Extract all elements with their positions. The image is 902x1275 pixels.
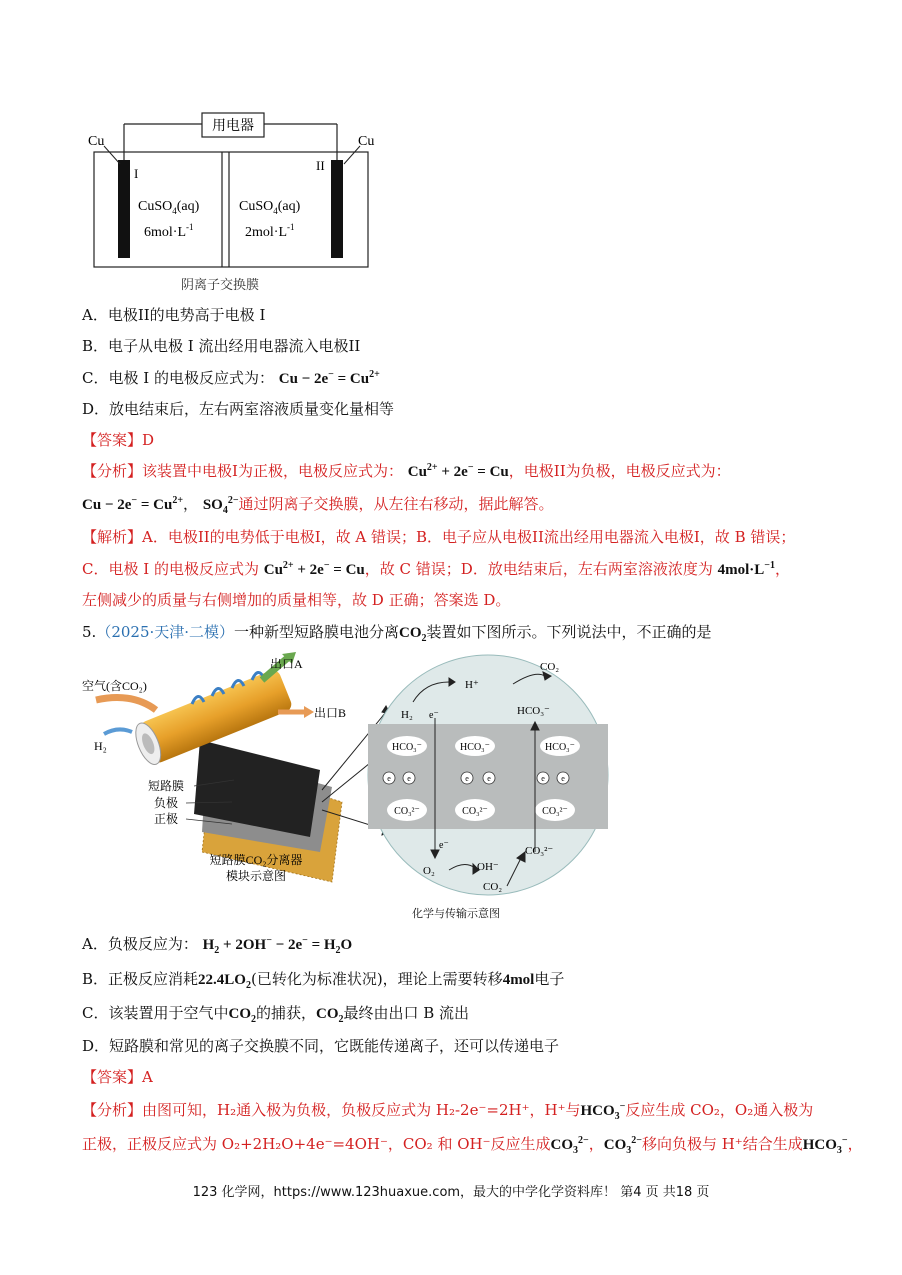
q5-option-c-mid: 的捕获， bbox=[255, 1004, 316, 1022]
left-cu-label: Cu bbox=[88, 134, 105, 149]
q5-option-b-mid: (已转化为标准状况)，理论上需要转移 bbox=[250, 970, 503, 988]
right-cu-label: Cu bbox=[358, 134, 375, 149]
q5-option-a-equation: $H_2 + 2OH^- - 2e^- = H_2O$ bbox=[202, 935, 353, 956]
q4-analysis-text1: 该装置中电极I为正极，电极反应式为： bbox=[142, 462, 403, 480]
q5-option-b-mol: 4mol bbox=[502, 972, 535, 988]
transport-diagram bbox=[365, 652, 625, 912]
q4-explain-conc: $4mol\cdot L^{-1}$ bbox=[717, 560, 775, 578]
q4-explain-text2a: C．电极 I 的电极反应式为 bbox=[82, 560, 259, 578]
q5-option-b-pre: B．正极反应消耗 bbox=[82, 970, 199, 988]
q5-stem-co2: $CO_2$ bbox=[399, 625, 427, 644]
svg-text:e: e bbox=[387, 774, 391, 783]
q5-option-c-co2b: $CO_2$ bbox=[316, 1006, 344, 1025]
hco3-label-3: HCO₃⁻ bbox=[545, 742, 575, 753]
roman-two: II bbox=[316, 158, 325, 173]
q4-option-d: D．放电结束后，左右两室溶液质量变化量相等 bbox=[82, 400, 395, 418]
o2-label: O₂ bbox=[423, 865, 435, 877]
q5-source: （2025·天津·二模） bbox=[96, 623, 235, 641]
electron-top-label: e⁻ bbox=[429, 710, 439, 721]
q5-answer: 【答案】A bbox=[82, 1068, 153, 1086]
q4-explain-line1 bbox=[82, 526, 795, 548]
device-label: 用电器 bbox=[212, 119, 254, 134]
co3-label-1: CO₃²⁻ bbox=[394, 806, 420, 817]
negative-label: 负极 bbox=[154, 796, 179, 810]
right-conc: $2mol\cdot L^{-1}$ bbox=[245, 222, 295, 240]
outlet-a-label: 出口A bbox=[270, 657, 303, 671]
svg-text:e: e bbox=[407, 774, 411, 783]
co2-top-label: CO₂ bbox=[540, 661, 560, 673]
left-conc: $6mol\cdot L^{-1}$ bbox=[144, 222, 194, 240]
q5-option-c-co2a: $CO_2$ bbox=[228, 1006, 256, 1025]
q5-stem bbox=[82, 621, 712, 644]
left-solution: CuSO$_4$(aq) bbox=[138, 199, 200, 216]
q5-stem-b: 装置如下图所示。下列说法中，不正确的是 bbox=[426, 623, 712, 641]
q5-option-c bbox=[82, 1002, 469, 1025]
q5-option-d: D．短路膜和常见的离子交换膜不同，它既能传递离子，还可以传递电子 bbox=[82, 1037, 560, 1055]
svg-text:e: e bbox=[487, 774, 491, 783]
module-caption-2: 模块示意图 bbox=[225, 869, 287, 883]
q4-answer: 【答案】D bbox=[82, 431, 155, 449]
electrode-right bbox=[331, 160, 343, 258]
q4-option-b: B．电子从电极 I 流出经用电器流入电极II bbox=[82, 337, 361, 355]
q4-analysis-line1 bbox=[82, 460, 731, 483]
co3-label-2: CO₃²⁻ bbox=[462, 806, 488, 817]
electron-bottom-label: e⁻ bbox=[439, 840, 449, 851]
air-in-arrow bbox=[96, 698, 156, 710]
q5-analysis-hco3: $HCO_3^-$ bbox=[580, 1101, 626, 1122]
q4-explain-line3: 左侧减少的质量与右侧增加的质量相等，故 D 正确；答案选 D。 bbox=[82, 591, 511, 609]
oh-label: OH⁻ bbox=[477, 861, 499, 873]
q4-explain-text2c: ， bbox=[774, 560, 790, 578]
q5-analysis-text2c: 移向负极与 H⁺结合生成 bbox=[641, 1135, 803, 1153]
h2-in-label: H₂ bbox=[401, 709, 413, 721]
q4-analysis-eq1: $Cu^{2+} + 2e^- = Cu$ bbox=[407, 462, 509, 480]
co3-label-3: CO₃²⁻ bbox=[542, 806, 568, 817]
q5-option-b-post: 电子 bbox=[534, 970, 565, 988]
q5-stem-a: 一种新型短路膜电池分离 bbox=[234, 623, 400, 641]
q4-option-c-text: C．电极 I 的电极反应式为： bbox=[82, 369, 274, 387]
h-plus-label: H⁺ bbox=[465, 679, 479, 691]
q5-option-a-text: A．负极反应为： bbox=[82, 935, 198, 953]
q4-analysis-text2: ，电极II为负极，电极反应式为： bbox=[508, 462, 731, 480]
hco3-label-2: HCO₃⁻ bbox=[460, 742, 490, 753]
hco3-top-label: HCO₃⁻ bbox=[517, 705, 550, 717]
air-label: 空气(含CO₂) bbox=[82, 679, 147, 693]
hco3-label-1: HCO₃⁻ bbox=[392, 742, 422, 753]
q5-analysis-text2a: 正极，正极反应式为 O₂+2H₂O+4e⁻=4OH⁻，CO₂ 和 OH⁻反应生成 bbox=[82, 1135, 551, 1153]
q4-analysis-line2: $Cu - 2e^- = Cu^{2+}$， $SO_4^{2-}$通过阴离子交换膜，从左往右移动，据此解答。 bbox=[82, 495, 554, 516]
q4-explain-line2 bbox=[82, 558, 790, 581]
circle-caption: 化学与传输示意图 bbox=[412, 907, 500, 920]
q4-analysis-ion: $SO_4^{2-}$ bbox=[202, 495, 239, 516]
h2-label: H₂ bbox=[94, 739, 107, 753]
q4-option-c bbox=[82, 367, 380, 390]
h2-arrow bbox=[104, 729, 132, 734]
q5-analysis-tag: 【分析】 bbox=[82, 1101, 143, 1119]
q5-analysis-hco3b: $HCO_3^-$ bbox=[802, 1135, 848, 1156]
q5-analysis-text2d: ， bbox=[847, 1135, 863, 1153]
q5-option-c-post: 最终由出口 B 流出 bbox=[343, 1004, 470, 1022]
q5-option-c-pre: C．该装置用于空气中 bbox=[82, 1004, 229, 1022]
module-caption-1: 短路膜CO₂分离器 bbox=[209, 853, 303, 867]
q5-analysis-line2 bbox=[82, 1133, 863, 1156]
svg-text:e: e bbox=[465, 774, 469, 783]
q4-option-a: A．电极II的电势高于电极 I bbox=[82, 306, 266, 324]
q5-option-b-val: $22.4LO_2$ bbox=[198, 972, 251, 991]
positive-label: 正极 bbox=[154, 812, 179, 826]
q4-explain-text2b: ，故 C 错误；D．放电结束后，左右两室溶液浓度为 bbox=[364, 560, 713, 578]
q5-analysis-text1b: 反应生成 CO₂，O₂通入极为 bbox=[625, 1101, 814, 1119]
right-solution: CuSO$_4$(aq) bbox=[239, 199, 301, 216]
q5-number: 5. bbox=[82, 623, 97, 641]
q5-analysis-text1a: 由图可知，H₂通入极为负极，负极反应式为 H₂-2e⁻=2H⁺，H⁺与 bbox=[142, 1101, 581, 1119]
membrane-caption: 阴离子交换膜 bbox=[180, 277, 260, 292]
roman-one: I bbox=[134, 166, 139, 181]
svg-text:e: e bbox=[561, 774, 565, 783]
q4-analysis-tag: 【分析】 bbox=[82, 462, 143, 480]
q4-explain-text1: A．电极II的电势低于电极I，故 A 错误；B．电子应从电极II流出经用电器流入电极I，故 B 错误； bbox=[142, 528, 796, 546]
q5-analysis-line1 bbox=[82, 1099, 813, 1122]
page-footer: 123 化学网，https://www.123huaxue.com，最大的中学化学资料库！ 第4 页 共18 页 bbox=[192, 1185, 710, 1200]
short-membrane-label: 短路膜 bbox=[148, 779, 185, 793]
q4-analysis-text3: 通过阴离子交换膜，从左往右移动，据此解答。 bbox=[238, 495, 554, 513]
electrode-left bbox=[118, 160, 130, 258]
q4-option-c-equation: $Cu - 2e^- = Cu^{2+}$ bbox=[278, 369, 380, 387]
q4-analysis-eq2: $Cu - 2e^- = Cu^{2+}$ bbox=[82, 495, 184, 513]
svg-text:e: e bbox=[541, 774, 545, 783]
q5-option-a bbox=[82, 933, 352, 956]
q4-explain-eq: $Cu^{2+} + 2e^- = Cu$ bbox=[263, 560, 365, 578]
q5-option-b bbox=[82, 968, 564, 991]
co3-bottom-label: CO₃²⁻ bbox=[525, 845, 554, 857]
q4-explain-tag: 【解析】 bbox=[82, 528, 143, 546]
q5-analysis-text2b: ， bbox=[588, 1135, 604, 1153]
outlet-b-label: 出口B bbox=[314, 706, 347, 720]
q5-analysis-co3b: $CO_3^{2-}$ bbox=[603, 1135, 642, 1156]
co2-bottom-label: CO₂ bbox=[483, 881, 503, 893]
cell-diagram bbox=[82, 108, 382, 298]
q5-analysis-co3: $CO_3^{2-}$ bbox=[550, 1135, 589, 1156]
